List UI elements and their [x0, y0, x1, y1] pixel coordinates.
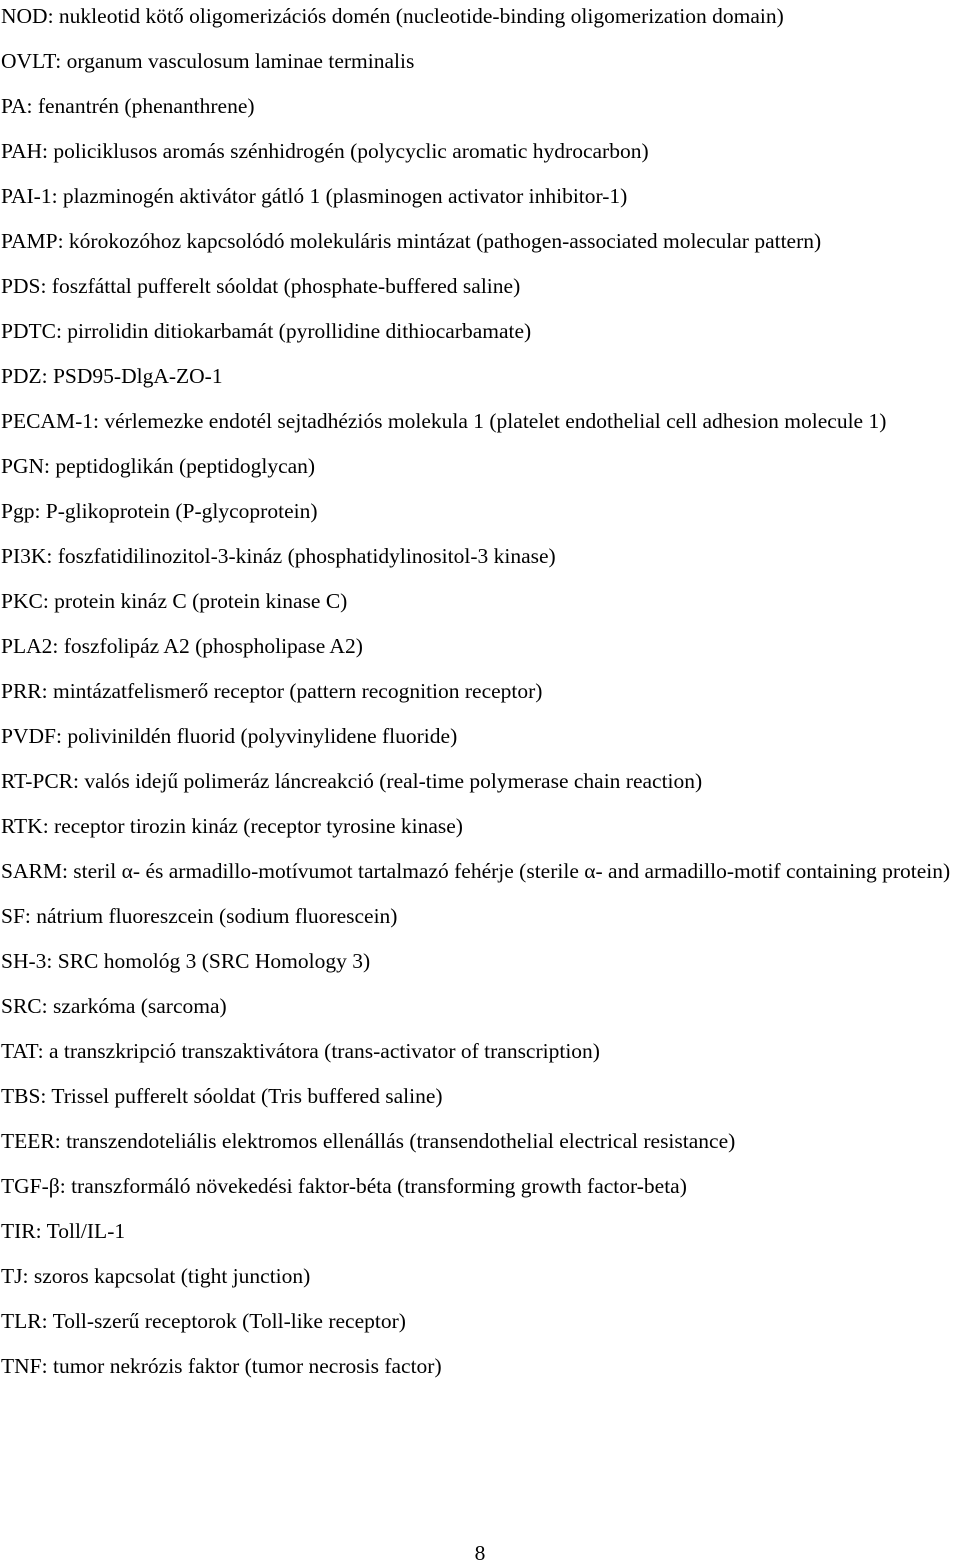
abbreviation-entry: PGN: peptidoglikán (peptidoglycan) — [1, 454, 316, 478]
abbreviation-entry: RT-PCR: valós idejű polimeráz láncreakció (real-time polymerase chain reaction) — [1, 769, 703, 793]
abbreviation-entry: SARM: steril α- és armadillo-motívumot tartalmazó fehérje (sterile α- and armadillo-motif containing protein) — [1, 859, 951, 883]
abbreviation-entry: PI3K: foszfatidilinozitol-3-kináz (phosphatidylinositol-3 kinase) — [1, 544, 556, 568]
abbreviation-entry: PRR: mintázatfelismerő receptor (pattern recognition receptor) — [1, 679, 543, 703]
abbreviation-entry: PAI-1: plazminogén aktivátor gátló 1 (plasminogen activator inhibitor-1) — [1, 184, 628, 208]
abbreviation-entry: PDTC: pirrolidin ditiokarbamát (pyrollidine dithiocarbamate) — [1, 319, 532, 343]
abbreviation-entry: TIR: Toll/IL-1 — [1, 1219, 126, 1243]
abbreviation-entry: TGF-β: transzformáló növekedési faktor-béta (transforming growth factor-beta) — [1, 1174, 687, 1198]
abbreviation-list — [1, 0, 957, 1389]
abbreviation-entry: Pgp: P-glikoprotein (P-glycoprotein) — [1, 499, 318, 523]
abbreviation-entry: TNF: tumor nekrózis faktor (tumor necrosis factor) — [1, 1354, 442, 1378]
abbreviation-entry: PKC: protein kináz C (protein kinase C) — [1, 589, 348, 613]
abbreviation-entry: PDS: foszfáttal pufferelt sóoldat (phosphate-buffered saline) — [1, 274, 521, 298]
abbreviation-entry: PAMP: kórokozóhoz kapcsolódó molekuláris mintázat (pathogen-associated molecular pattern) — [1, 229, 822, 253]
abbreviation-entry: TLR: Toll-szerű receptorok (Toll-like receptor) — [1, 1309, 406, 1333]
abbreviation-entry: TBS: Trissel pufferelt sóoldat (Tris buffered saline) — [1, 1084, 443, 1108]
abbreviation-entry: PLA2: foszfolipáz A2 (phospholipase A2) — [1, 634, 363, 658]
abbreviation-entry: SF: nátrium fluoreszcein (sodium fluorescein) — [1, 904, 398, 928]
page-number: 8 — [474, 1541, 486, 1565]
abbreviation-entry: SRC: szarkóma (sarcoma) — [1, 994, 227, 1018]
abbreviation-entry: SH-3: SRC homológ 3 (SRC Homology 3) — [1, 949, 371, 973]
abbreviation-entry: PECAM-1: vérlemezke endotél sejtadhéziós molekula 1 (platelet endothelial cell adhesion molecule 1) — [1, 409, 887, 433]
abbreviation-entry: TEER: transzendoteliális elektromos ellenállás (transendothelial electrical resistance) — [1, 1129, 736, 1153]
abbreviation-entry: PDZ: PSD95-DlgA-ZO-1 — [1, 364, 223, 388]
abbreviation-entry: TAT: a transzkripció transzaktivátora (trans-activator of transcription) — [1, 1039, 600, 1063]
abbreviation-entry: OVLT: organum vasculosum laminae terminalis — [1, 49, 415, 73]
abbreviation-entry: TJ: szoros kapcsolat (tight junction) — [1, 1264, 311, 1288]
abbreviation-entry: PVDF: polivinildén fluorid (polyvinylidene fluoride) — [1, 724, 458, 748]
abbreviation-entry: PAH: policiklusos aromás szénhidrogén (polycyclic aromatic hydrocarbon) — [1, 139, 649, 163]
abbreviation-entry: RTK: receptor tirozin kináz (receptor tyrosine kinase) — [1, 814, 463, 838]
abbreviation-entry: NOD: nukleotid kötő oligomerizációs domén (nucleotide-binding oligomerization domain) — [1, 4, 784, 28]
abbreviation-entry: PA: fenantrén (phenanthrene) — [1, 94, 255, 118]
